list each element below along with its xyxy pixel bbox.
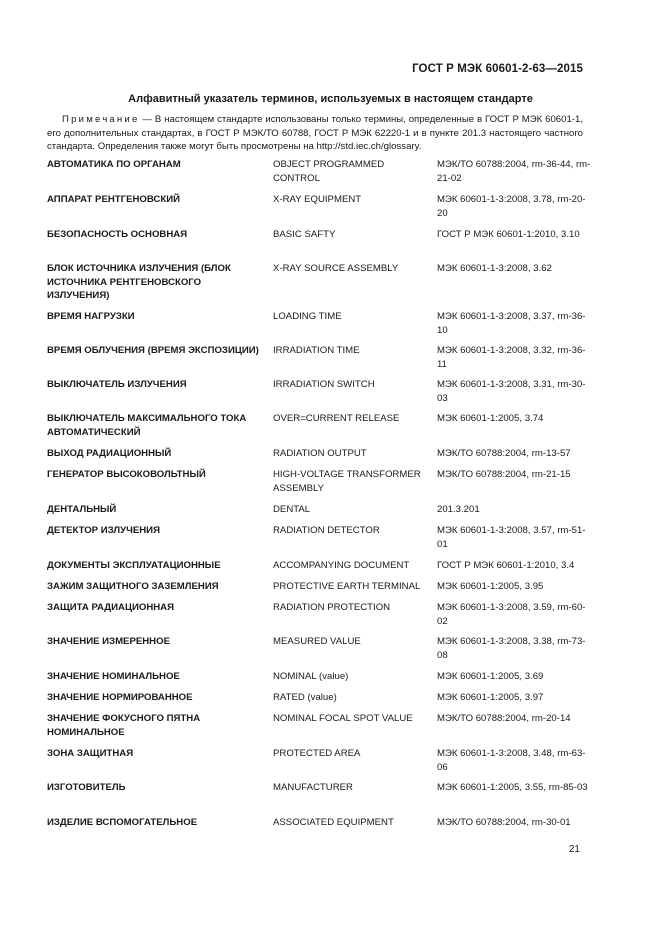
term-english: OVER=CURRENT RELEASE: [273, 413, 400, 424]
term-reference: МЭК 60601-1-3:2008, 3.62: [437, 263, 552, 274]
term-russian: ЗНАЧЕНИЕ ИЗМЕРЕННОЕ: [47, 636, 170, 647]
term-reference: МЭК/ТО 60788:2004, rm-20-14: [437, 713, 571, 724]
term-reference: МЭК 60601-1-3:2008, 3.57, rm-51-01: [437, 525, 586, 550]
term-english: RADIATION PROTECTION: [273, 602, 391, 613]
term-english: X-RAY EQUIPMENT: [273, 194, 362, 205]
term-reference: МЭК/ТО 60788:2004, rm-21-15: [437, 469, 571, 480]
term-english: NOMINAL (value): [273, 671, 349, 682]
term-russian: ДЕНТАЛЬНЫЙ: [47, 504, 117, 515]
term-english: NOMINAL FOCAL SPOT VALUE: [273, 713, 413, 724]
term-russian: ЗНАЧЕНИЕ НОРМИРОВАННОЕ: [47, 692, 193, 703]
term-english: RADIATION OUTPUT: [273, 448, 367, 459]
term-russian: ЗАЖИМ ЗАЩИТНОГО ЗАЗЕМЛЕНИЯ: [47, 581, 219, 592]
term-english: MEASURED VALUE: [273, 636, 361, 647]
term-russian: ВРЕМЯ ОБЛУЧЕНИЯ (ВРЕМЯ ЭКСПОЗИЦИИ): [47, 345, 259, 356]
term-reference: МЭК 60601-1-3:2008, 3.59, rm-60-02: [437, 602, 586, 627]
term-english: X-RAY SOURCE ASSEMBLY: [273, 263, 399, 274]
term-russian: ДОКУМЕНТЫ ЭКСПЛУАТАЦИОННЫЕ: [47, 560, 221, 571]
note-text: — В настоящем стандарте использованы только термины, определенные в ГОСТ Р МЭК 60601-1, его дополнительных стандартах, в ГОСТ Р МЭК/ТО 60788, ГОСТ Р МЭК 62220-1 и в пункте 201.3 настоящего частного стандарта. Определения также могут быть просмотрены на http://std.iec.ch/glossary.: [47, 114, 583, 152]
term-russian: ВЫКЛЮЧАТЕЛЬ ИЗЛУЧЕНИЯ: [47, 379, 187, 390]
term-russian: ЗОНА ЗАЩИТНАЯ: [47, 748, 134, 759]
term-russian: ВРЕМЯ НАГРУЗКИ: [47, 311, 135, 322]
term-english: PROTECTIVE EARTH TERMINAL: [273, 581, 421, 592]
term-reference: МЭК 60601-1-3:2008, 3.48, rm-63-06: [437, 748, 586, 773]
term-english: ACCOMPANYING DOCUMENT: [273, 560, 410, 571]
term-reference: ГОСТ Р МЭК 60601-1:2010, 3.4: [437, 560, 575, 571]
term-reference: МЭК 60601-1-3:2008, 3.37, rm-36-10: [437, 311, 586, 336]
term-english: HIGH-VOLTAGE TRANSFORMER ASSEMBLY: [273, 469, 421, 494]
term-english: BASIC SAFTY: [273, 229, 336, 240]
term-russian: ВЫКЛЮЧАТЕЛЬ МАКСИМАЛЬНОГО ТОКА АВТОМАТИЧЕСКИЙ: [47, 413, 247, 438]
term-russian: БЛОК ИСТОЧНИКА ИЗЛУЧЕНИЯ (БЛОК ИСТОЧНИКА РЕНТГЕНОВСКОГО ИЗЛУЧЕНИЯ): [47, 263, 231, 302]
term-reference: МЭК/ТО 60788:2004, rm-30-01: [437, 817, 571, 828]
term-english: IRRADIATION SWITCH: [273, 379, 375, 390]
term-reference: МЭК/ТО 60788:2004, rm-13-57: [437, 448, 571, 459]
term-russian: ЗАЩИТА РАДИАЦИОННАЯ: [47, 602, 175, 613]
term-russian: БЕЗОПАСНОСТЬ ОСНОВНАЯ: [47, 229, 188, 240]
term-reference: МЭК 60601-1:2005, 3.97: [437, 692, 544, 703]
term-russian: ЗНАЧЕНИЕ ФОКУСНОГО ПЯТНА НОМИНАЛЬНОЕ: [47, 713, 201, 738]
term-reference: ГОСТ Р МЭК 60601-1:2010, 3.10: [437, 229, 580, 240]
index-title: Алфавитный указатель терминов, используемых в настоящем стандарте: [128, 93, 533, 105]
term-reference: 201.3.201: [437, 504, 480, 515]
term-english: LOADING TIME: [273, 311, 342, 322]
term-reference: МЭК 60601-1-3:2008, 3.78, rm-20-20: [437, 194, 586, 219]
term-reference: МЭК 60601-1:2005, 3.74: [437, 413, 544, 424]
term-english: DENTAL: [273, 504, 311, 515]
term-russian: АППАРАТ РЕНТГЕНОВСКИЙ: [47, 194, 181, 205]
term-russian: ВЫХОД РАДИАЦИОННЫЙ: [47, 448, 172, 459]
note-paragraph: [47, 113, 583, 154]
term-reference: МЭК 60601-1-3:2008, 3.31, rm-30-03: [437, 379, 586, 404]
term-english: MANUFACTURER: [273, 782, 353, 793]
term-russian: ИЗДЕЛИЕ ВСПОМОГАТЕЛЬНОЕ: [47, 817, 198, 828]
term-reference: МЭК/ТО 60788:2004, rm-36-44, rm-21-02: [437, 159, 591, 184]
term-reference: МЭК 60601-1-3:2008, 3.38, rm-73-08: [437, 636, 586, 661]
term-english: OBJECT PROGRAMMED CONTROL: [273, 159, 385, 184]
term-reference: МЭК 60601-1:2005, 3.69: [437, 671, 544, 682]
page-number: 21: [568, 844, 580, 855]
term-english: PROTECTED AREA: [273, 748, 361, 759]
term-russian: ИЗГОТОВИТЕЛЬ: [47, 782, 126, 793]
term-russian: ГЕНЕРАТОР ВЫСОКОВОЛЬТНЫЙ: [47, 469, 206, 480]
term-reference: МЭК 60601-1:2005, 3.95: [437, 581, 544, 592]
document-header: ГОСТ Р МЭК 60601-2-63—2015: [412, 63, 583, 75]
term-reference: МЭК 60601-1-3:2008, 3.32, rm-36-11: [437, 345, 586, 370]
term-russian: ДЕТЕКТОР ИЗЛУЧЕНИЯ: [47, 525, 160, 536]
term-english: IRRADIATION TIME: [273, 345, 360, 356]
term-english: RADIATION DETECTOR: [273, 525, 380, 536]
term-english: ASSOCIATED EQUIPMENT: [273, 817, 394, 828]
term-reference: МЭК 60601-1:2005, 3.55, rm-85-03: [437, 782, 588, 793]
note-label: Примечание: [62, 114, 140, 125]
term-russian: АВТОМАТИКА ПО ОРГАНАМ: [47, 159, 181, 170]
term-english: RATED (value): [273, 692, 337, 703]
term-russian: ЗНАЧЕНИЕ НОМИНАЛЬНОЕ: [47, 671, 180, 682]
